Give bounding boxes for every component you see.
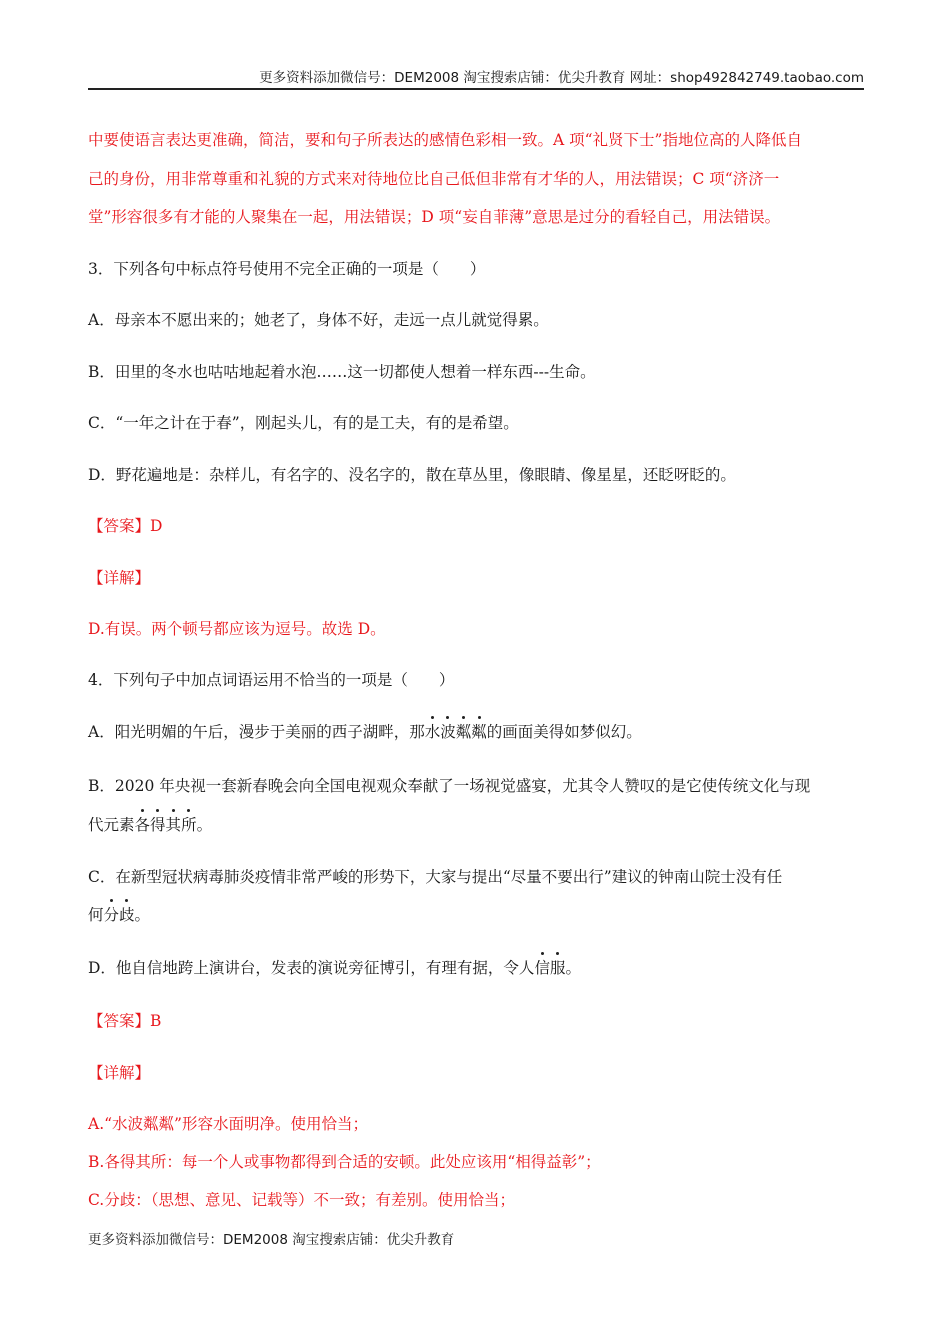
q4-a-text: A．阳光明媚的午后，漫步于美丽的西子湖畔，那 xyxy=(88,723,425,741)
q4-d-text-end: 。 xyxy=(565,959,581,977)
emphasis-char: 粼 xyxy=(456,720,472,742)
emphasis-char: 各 xyxy=(135,813,151,835)
q4-option-b-line1: B．2020 年央视一套新春晚会向全国电视观众奉献了一场视觉盛宴，尤其令人赞叹的是它使传统文化与现 xyxy=(88,777,811,795)
q4-c-dotted-word xyxy=(104,906,135,924)
emphasis-char: 粼 xyxy=(471,720,487,742)
q3-answer-label: 【答案】 xyxy=(88,517,151,535)
q3-stem: 3．下列各句中标点符号使用不完全正确的一项是（ ） xyxy=(88,260,486,278)
intro-line-1: 中要使语言表达更准确，简洁，要和句子所表达的感情色彩相一致。A 项“礼贤下士”指地位高的人降低自 xyxy=(88,131,802,149)
q4-answer xyxy=(88,1009,161,1031)
q4-b-text: 代元素 xyxy=(88,816,135,834)
emphasis-char: 水 xyxy=(425,720,441,742)
emphasis-char: 信 xyxy=(534,956,550,978)
q4-explain-label: 【详解】 xyxy=(88,1064,151,1082)
q4-option-a xyxy=(88,720,642,742)
emphasis-char: 歧 xyxy=(119,903,135,925)
q4-b-text-end: 。 xyxy=(196,816,213,834)
q4-c-text-end: 。 xyxy=(134,906,151,924)
page-header xyxy=(88,66,864,90)
emphasis-char: 服 xyxy=(550,956,566,978)
q3-explain: D.有误。两个顿号都应该为逗号。故选 D。 xyxy=(88,620,386,638)
emphasis-char: 得 xyxy=(150,813,166,835)
q4-a-dotted-word xyxy=(425,723,487,741)
q3-option-b: B．田里的冬水也咕咕地起着水泡……这一切都使人想着一样东西---生命。 xyxy=(88,363,596,381)
emphasis-char: 分 xyxy=(104,903,120,925)
q4-option-c-line2 xyxy=(88,903,150,925)
q4-answer-value: B xyxy=(150,1012,162,1030)
emphasis-char: 其 xyxy=(166,813,182,835)
q4-stem: 4．下列句子中加点词语运用不恰当的一项是（ ） xyxy=(88,671,455,689)
q3-option-d: D．野花遍地是：杂样儿，有名字的、没名字的，散在草丛里，像眼睛、像星星，还眨呀眨的。 xyxy=(88,466,736,484)
q4-explain-a: A.“水波粼粼”形容水面明净。使用恰当； xyxy=(88,1115,368,1133)
emphasis-char: 所 xyxy=(181,813,197,835)
footer-text: 更多资料添加微信号：DEM2008 淘宝搜索店铺：优尖升教育 xyxy=(88,1232,455,1248)
q3-explain-label: 【详解】 xyxy=(88,569,151,587)
intro-line-2: 己的身份，用非常尊重和礼貌的方式来对待地位比自己低但非常有才华的人，用法错误；C 项“济济一 xyxy=(88,170,780,188)
header-text: 更多资料添加微信号：DEM2008 淘宝搜索店铺：优尖升教育 网址：shop492842749.taobao.com xyxy=(259,70,864,86)
q4-option-b-line2 xyxy=(88,813,212,835)
page-footer xyxy=(88,1228,454,1248)
emphasis-char: 波 xyxy=(440,720,456,742)
q4-c-text: 何 xyxy=(88,906,104,924)
q4-answer-label: 【答案】 xyxy=(88,1012,151,1030)
q4-explain-b: B.各得其所：每一个人或事物都得到合适的安顿。此处应该用“相得益彰”； xyxy=(88,1153,601,1171)
q3-option-a: A．母亲本不愿出来的；她老了，身体不好，走远一点儿就觉得累。 xyxy=(88,311,549,329)
q3-option-c: C．“一年之计在于春”，刚起头儿，有的是工夫，有的是希望。 xyxy=(88,414,519,432)
q4-b-dotted-word xyxy=(135,816,197,834)
q3-answer-value: D xyxy=(150,517,163,535)
q4-d-dotted-word xyxy=(534,959,565,977)
q4-a-text-end: 的画面美得如梦似幻。 xyxy=(486,723,642,741)
intro-line-3: 堂”形容很多有才能的人聚集在一起，用法错误；D 项“妄自菲薄”意思是过分的看轻自己，用法错误。 xyxy=(88,208,781,226)
q4-explain-c: C.分歧：（思想、意见、记载等）不一致；有差别。使用恰当； xyxy=(88,1191,515,1209)
q4-d-text: D．他自信地跨上演讲台，发表的演说旁征博引，有理有据，令人 xyxy=(88,959,535,977)
q4-option-d xyxy=(88,956,581,978)
q4-option-c-line1: C．在新型冠状病毒肺炎疫情非常严峻的形势下，大家与提出“尽量不要出行”建议的钟南山院士没有任 xyxy=(88,868,783,886)
q3-answer xyxy=(88,514,162,536)
